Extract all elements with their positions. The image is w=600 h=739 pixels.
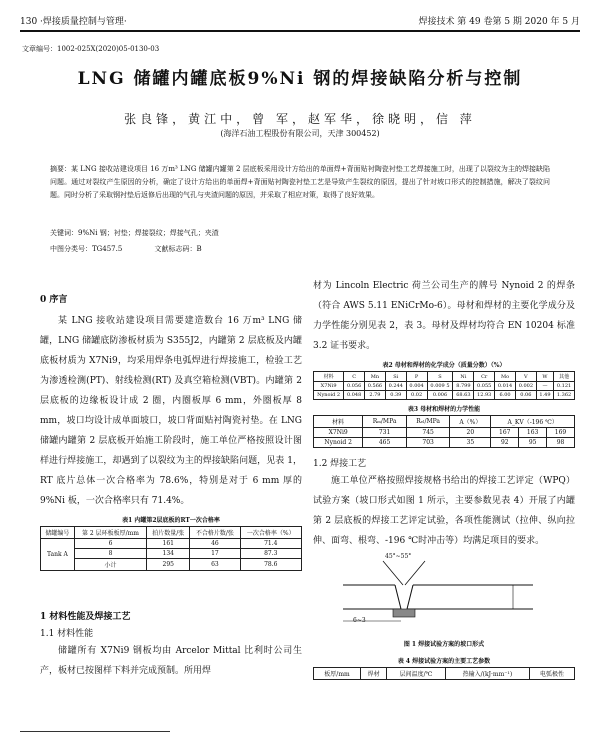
- table2-cell: 0.39: [385, 391, 406, 400]
- table2-cell: 1.362: [554, 391, 575, 400]
- table3-cell: 169: [547, 428, 575, 438]
- table2-header: V: [515, 372, 536, 382]
- table3-cell: 465: [363, 438, 406, 448]
- table2-header: W: [536, 372, 553, 382]
- affiliation: (海洋石油工程股份有限公司，天津 300452): [220, 129, 380, 138]
- table2-cell: 0.048: [344, 391, 365, 400]
- table3-cell: 35: [450, 438, 491, 448]
- running-header: [20, 12, 580, 32]
- table1-cell: 161: [147, 539, 190, 549]
- table2-cell: 2.79: [365, 391, 386, 400]
- table2-cell: 0.009 5: [427, 382, 453, 391]
- table3-cell: X7Ni9: [314, 428, 363, 438]
- table3-caption: 表3 母材和焊材的力学性能: [407, 406, 481, 413]
- table1-cell: 小计: [74, 559, 146, 571]
- table-row: [41, 559, 302, 571]
- table2-cell: 0.006: [427, 391, 453, 400]
- table2-cell: 0.056: [344, 382, 365, 391]
- table-row: [314, 382, 575, 391]
- table1-cell: 46: [190, 539, 240, 549]
- abstract: 摘要：某 LNG 接收站建设项目 16 万m³ LNG 储罐内罐第 2 层底板采用设计方给出的单面焊+背面贴衬陶瓷衬垫工艺焊接施工时，出现了以裂纹为主的焊接缺陷问题。通过对裂纹产生原因的分析，确定了设计方给出的单面焊+背面贴衬陶瓷衬垫工艺是导致产生裂纹的原因，提出了针对坡口形式的控制措施，解决了裂纹问题。同时分析了采取钢衬垫后返修后出现的气孔与夹渣问题的原因，并采取了相应对策，取得了良好效果。: [50, 165, 550, 199]
- section-0-heading: 0 序言: [40, 295, 68, 305]
- angle-line-right: [405, 561, 425, 585]
- table3-header: Rₘ/MPa: [363, 416, 406, 428]
- table1-header: 储罐编号: [41, 527, 75, 539]
- table3-cell: 731: [363, 428, 406, 438]
- table3-cell: 98: [547, 438, 575, 448]
- table1-cell: 87.3: [240, 549, 301, 559]
- header-right: 焊接技术 第 49 卷第 5 期 2020 年 5 月: [418, 17, 580, 27]
- section-1-1-continued: 材为 Lincoln Electric 荷兰公司生产的牌号 Nynoid 2 的焊条（符合 AWS 5.11 ENiCrMo-6）。母材和焊材的主要化学成分及力学性能分别见表 2，表 3。母材及焊材均符合 EN 10204 标准 3.2 证书要求。: [313, 281, 575, 351]
- table4-header: 板厚/mm: [314, 668, 361, 680]
- paper-title: LNG 储罐内罐底板9%Ni 钢的焊接缺陷分析与控制: [77, 69, 523, 89]
- table2-cell: 12.93: [474, 391, 495, 400]
- table2-cell: 0.06: [515, 391, 536, 400]
- document-code: 文献标志码：B: [154, 245, 202, 253]
- table1-cell: 63: [190, 559, 240, 571]
- table2: [313, 371, 575, 400]
- section-1-heading: 1 材料性能及焊接工艺: [40, 612, 131, 622]
- left-column: [40, 292, 302, 681]
- table4-caption: 表 4 焊接试验方案的主要工艺参数: [397, 658, 491, 665]
- table2-cell: 8.799: [453, 382, 474, 391]
- table2-cell: 6.00: [495, 391, 516, 400]
- table2-cell: X7Ni9: [314, 382, 344, 391]
- article-number: 文章编号：1002-025X(2020)05-0130-03: [22, 45, 160, 53]
- table-row: [314, 438, 575, 448]
- table-row: [314, 428, 575, 438]
- section-0-paragraph: 某 LNG 接收站建设项目需要建造数台 16 万m³ LNG 储罐，LNG 储罐底防渗板材质为 S355J2，内罐第 2 层底板及内罐底板材质为 X7Ni9，均采用焊条电弧焊进行焊接施工，检验工艺为渗透检测(PT)、射线检测(RT) 及真空箱检测(VBT)。内罐第 2 层底板的边缘板设计成 2 圈，内圈板厚 6 mm，外圈板厚 8 mm，坡口均设计成单面坡口，坡口背面贴衬陶瓷衬垫。在 LNG 储罐内罐第 2 层底板开始施工阶段时，施工单位严格按照设计图样进行焊接施工，却遇到了以裂纹为主的焊接缺陷问题，见表 1，RT 底片总体一次合格率为 78.6%，特别是对于 6 mm 厚的 9%Ni 板，一次合格率只有 71.4%。: [40, 316, 302, 506]
- table3-cell: 92: [491, 438, 519, 448]
- table2-cell: 68.63: [453, 391, 474, 400]
- table3-header: A_KV（-196 ℃）: [491, 416, 575, 428]
- table2-cell: 0.02: [406, 391, 427, 400]
- table3-cell: 95: [519, 438, 547, 448]
- section-1-1-paragraph: 储罐所有 X7Ni9 钢板均由 Arcelor Mittal 比利时公司生产，板材已按图样下料并完成预制。所用焊: [40, 646, 302, 676]
- table1-header: 一次合格率（%）: [240, 527, 301, 539]
- table2-header: Mn: [365, 372, 386, 382]
- right-column: [313, 276, 575, 680]
- table1: [40, 526, 302, 571]
- table1-cell: 71.4: [240, 539, 301, 549]
- table1-header: 拍片数量/张: [147, 527, 190, 539]
- table3-header: A（%）: [450, 416, 491, 428]
- table3-cell: 167: [491, 428, 519, 438]
- table2-header: Cr: [474, 372, 495, 382]
- table4-header: 层间温度/℃: [387, 668, 445, 680]
- table2-header: Ni: [453, 372, 474, 382]
- table1-cell: 8: [74, 549, 146, 559]
- table2-header: S: [427, 372, 453, 382]
- table1-header: 不合格片数/张: [190, 527, 240, 539]
- table2-cell: —: [536, 382, 553, 391]
- figure1-caption: 图 1 焊接试验方案的坡口形式: [403, 641, 485, 648]
- table2-cell: Nynoid 2: [314, 391, 344, 400]
- table2-header: Mo: [495, 372, 516, 382]
- table1-cell: 6: [74, 539, 146, 549]
- table2-cell: 0.004: [406, 382, 427, 391]
- table3-cell: 703: [406, 438, 450, 448]
- table2-cell: 0.014: [495, 382, 516, 391]
- table2-header: P: [406, 372, 427, 382]
- table4-header: 热输入/(kJ·mm⁻¹): [445, 668, 529, 680]
- angle-line-left: [383, 561, 403, 585]
- table3-header: Rₑₗ/MPa: [406, 416, 450, 428]
- section-1-2-paragraph: 施工单位严格按照焊接规格书给出的焊接工艺评定（WPQ）试验方案（坡口形式如图 1 所示，主要参数见表 4）开展了内罐第 2 层底板的焊接工艺评定试验，各项性能测试（拉伸、纵向拉伸、面弯、根弯、-196 ℃时冲击等）均满足项目的要求。: [313, 476, 575, 546]
- header-left: 130 ·焊接质量控制与管理·: [20, 17, 127, 27]
- table3-cell: Nynoid 2: [314, 438, 363, 448]
- authors: 张良锋，黄江中，曾 军，赵军华，徐晓明，信 萍: [124, 112, 476, 126]
- table1-cell: 134: [147, 549, 190, 559]
- table2-cell: 0.002: [515, 382, 536, 391]
- table3-header: 材料: [314, 416, 363, 428]
- table2-header: 其他: [554, 372, 575, 382]
- section-1-2-heading: 1.2 焊接工艺: [313, 459, 367, 469]
- table2-caption: 表2 母材和焊材的化学成分（质量分数）（%）: [382, 362, 506, 369]
- table3-cell: 20: [450, 428, 491, 438]
- groove-diagram: [313, 555, 575, 637]
- gap-label: 6~3: [353, 617, 366, 624]
- class-number: 中图分类号：TG457.5: [50, 245, 123, 253]
- table2-cell: 0.121: [554, 382, 575, 391]
- table2-header: Si: [385, 372, 406, 382]
- table3-cell: 745: [406, 428, 450, 438]
- groove-right-face: [407, 585, 413, 609]
- figure1: [313, 555, 575, 637]
- table2-cell: 0.566: [365, 382, 386, 391]
- table1-header: 第 2 层环板板厚/mm: [74, 527, 146, 539]
- table2-header: C: [344, 372, 365, 382]
- table3-cell: 163: [519, 428, 547, 438]
- keywords: 关键词：9%Ni 钢；衬垫；焊接裂纹；焊接气孔；夹渣: [50, 229, 219, 237]
- table4-header: 电弧极性: [530, 668, 575, 680]
- table-row: [41, 539, 302, 549]
- angle-label: 45°~55°: [385, 553, 412, 560]
- footnote-rule: [20, 731, 170, 732]
- table1-cell: 295: [147, 559, 190, 571]
- classification: [50, 244, 232, 254]
- table-row: [41, 549, 302, 559]
- table-row: [314, 391, 575, 400]
- table2-cell: 0.244: [385, 382, 406, 391]
- table1-cell: 78.6: [240, 559, 301, 571]
- table2-cell: 0.055: [474, 382, 495, 391]
- subsection-1-1-heading: 1.1 材料性能: [40, 629, 94, 639]
- table3: [313, 415, 575, 448]
- groove-left-face: [395, 585, 401, 609]
- table1-cell: 17: [190, 549, 240, 559]
- table4: [313, 667, 575, 680]
- backing-strip: [393, 609, 415, 617]
- table2-header: 材料: [314, 372, 344, 382]
- table1-caption: 表1 内罐第2层底板的RT一次合格率: [122, 517, 220, 524]
- table2-cell: 1.49: [536, 391, 553, 400]
- table4-header: 焊材: [361, 668, 387, 680]
- table1-cell: Tank A: [41, 539, 75, 571]
